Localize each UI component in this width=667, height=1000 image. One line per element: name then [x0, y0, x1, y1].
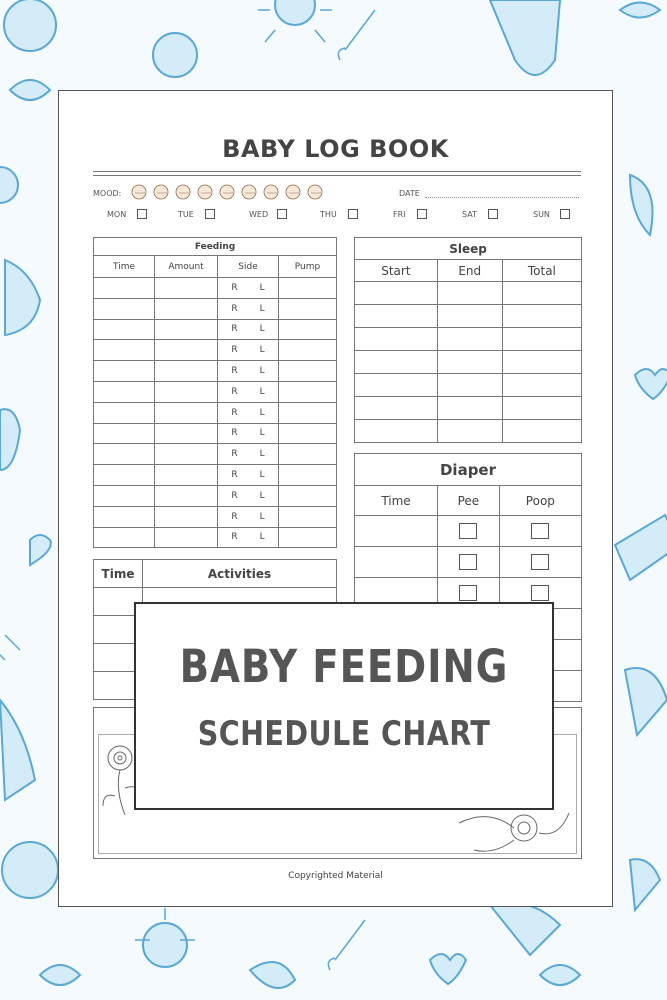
feeding-side-cell[interactable] — [218, 506, 279, 527]
feeding-side-cell[interactable] — [218, 402, 279, 423]
feeding-amount-cell[interactable] — [155, 485, 218, 506]
feeding-time-cell[interactable] — [94, 340, 155, 361]
sleep-total-cell[interactable] — [502, 328, 581, 351]
feeding-amount-cell[interactable] — [155, 402, 218, 423]
feeding-amount-cell[interactable] — [155, 340, 218, 361]
poop-checkbox[interactable] — [531, 585, 549, 601]
feeding-time-cell[interactable] — [94, 361, 155, 382]
feeding-amount-cell[interactable] — [155, 527, 218, 548]
side-right-label[interactable]: R — [231, 386, 238, 397]
sleep-total-cell[interactable] — [502, 351, 581, 374]
feeding-pump-cell[interactable] — [279, 402, 337, 423]
feeding-amount-cell[interactable] — [155, 381, 218, 402]
side-left-label[interactable]: L — [259, 303, 265, 314]
page-title: BABY LOG BOOK — [222, 135, 449, 163]
sleep-row — [355, 282, 582, 305]
day-wed-checkbox[interactable] — [277, 209, 287, 219]
feeding-side-cell[interactable] — [218, 444, 279, 465]
feeding-row — [94, 402, 337, 423]
copyright-text: Copyrighted Material — [288, 871, 383, 881]
side-left-label[interactable]: L — [259, 532, 265, 543]
sleep-col-total: Total — [502, 260, 581, 282]
feeding-pump-cell[interactable] — [279, 298, 337, 319]
feeding-row — [94, 527, 337, 548]
feeding-row — [94, 278, 337, 299]
feeding-side-cell[interactable] — [218, 340, 279, 361]
day-sat-label: SAT — [462, 210, 477, 219]
side-left-label[interactable]: L — [259, 470, 265, 481]
sleep-total-cell[interactable] — [502, 420, 581, 443]
feeding-pump-cell[interactable] — [279, 319, 337, 340]
feeding-side-cell[interactable] — [218, 485, 279, 506]
feeding-time-cell[interactable] — [94, 278, 155, 299]
feeding-amount-cell[interactable] — [155, 444, 218, 465]
mood-faces-icon — [131, 183, 331, 201]
banner-line-1: BABY FEEDING — [179, 640, 509, 693]
banner-line-2: SCHEDULE CHART — [197, 714, 491, 754]
mood-label: MOOD: — [93, 189, 122, 198]
diaper-col-time: Time — [355, 486, 438, 516]
sleep-end-cell[interactable] — [437, 420, 502, 443]
side-left-label[interactable]: L — [259, 407, 265, 418]
side-left-label[interactable]: L — [259, 282, 265, 293]
feeding-row — [94, 444, 337, 465]
feeding-time-cell[interactable] — [94, 423, 155, 444]
side-right-label[interactable]: R — [231, 470, 238, 481]
cover-title-banner — [134, 602, 554, 810]
date-label: DATE — [399, 189, 420, 198]
sleep-start-cell[interactable] — [355, 374, 438, 397]
sleep-start-cell[interactable] — [355, 282, 438, 305]
sleep-start-cell[interactable] — [355, 351, 438, 374]
activities-col-title: Activities — [143, 560, 337, 588]
diaper-pee-cell — [438, 516, 500, 547]
sleep-col-end: End — [437, 260, 502, 282]
day-mon-checkbox[interactable] — [137, 209, 147, 219]
side-right-label[interactable]: R — [231, 407, 238, 418]
sleep-total-cell[interactable] — [502, 305, 581, 328]
feeding-time-cell[interactable] — [94, 298, 155, 319]
diaper-col-pee: Pee — [438, 486, 500, 516]
diaper-time-cell[interactable] — [355, 547, 438, 578]
side-left-label[interactable]: L — [259, 345, 265, 356]
sleep-row — [355, 374, 582, 397]
diaper-pee-cell — [438, 547, 500, 578]
feeding-amount-cell[interactable] — [155, 423, 218, 444]
feeding-pump-cell[interactable] — [279, 423, 337, 444]
feeding-amount-cell[interactable] — [155, 465, 218, 486]
feeding-amount-cell[interactable] — [155, 506, 218, 527]
feeding-time-cell[interactable] — [94, 444, 155, 465]
feeding-side-cell[interactable] — [218, 278, 279, 299]
feeding-time-cell[interactable] — [94, 485, 155, 506]
feeding-pump-cell[interactable] — [279, 444, 337, 465]
feeding-time-cell[interactable] — [94, 381, 155, 402]
sleep-end-cell[interactable] — [437, 351, 502, 374]
side-right-label[interactable]: R — [231, 303, 238, 314]
diaper-poop-cell — [499, 516, 581, 547]
feeding-pump-cell[interactable] — [279, 485, 337, 506]
feeding-side-cell[interactable] — [218, 465, 279, 486]
feeding-pump-cell[interactable] — [279, 527, 337, 548]
title-rule-bottom — [93, 175, 581, 176]
sleep-end-cell[interactable] — [437, 282, 502, 305]
feeding-pump-cell[interactable] — [279, 361, 337, 382]
sleep-end-cell[interactable] — [437, 328, 502, 351]
feeding-amount-cell[interactable] — [155, 278, 218, 299]
day-thu-checkbox[interactable] — [348, 209, 358, 219]
sleep-total-cell[interactable] — [502, 374, 581, 397]
feeding-row — [94, 319, 337, 340]
side-right-label[interactable]: R — [231, 428, 238, 439]
feeding-row — [94, 298, 337, 319]
diaper-col-poop: Poop — [499, 486, 581, 516]
side-left-label[interactable]: L — [259, 324, 265, 335]
diaper-row — [355, 516, 582, 547]
feeding-pump-cell[interactable] — [279, 381, 337, 402]
feeding-time-cell[interactable] — [94, 319, 155, 340]
feeding-side-cell[interactable] — [218, 298, 279, 319]
feeding-row — [94, 465, 337, 486]
activities-col-time: Time — [94, 560, 143, 588]
sleep-title: Sleep — [355, 238, 582, 260]
feeding-row — [94, 381, 337, 402]
feeding-row — [94, 506, 337, 527]
diaper-poop-cell — [499, 547, 581, 578]
feeding-row — [94, 361, 337, 382]
sleep-row — [355, 305, 582, 328]
sleep-table — [354, 237, 582, 443]
side-right-label[interactable]: R — [231, 282, 238, 293]
day-wed-label: WED — [249, 210, 269, 219]
feeding-amount-cell[interactable] — [155, 319, 218, 340]
pee-checkbox[interactable] — [459, 523, 477, 539]
feeding-pump-cell[interactable] — [279, 506, 337, 527]
day-sun-label: SUN — [533, 210, 550, 219]
sleep-row — [355, 420, 582, 443]
pee-checkbox[interactable] — [459, 585, 477, 601]
sleep-total-cell[interactable] — [502, 397, 581, 420]
sleep-col-start: Start — [355, 260, 438, 282]
feeding-side-cell[interactable] — [218, 381, 279, 402]
side-right-label[interactable]: R — [231, 490, 238, 501]
side-left-label[interactable]: L — [259, 386, 265, 397]
feeding-amount-cell[interactable] — [155, 361, 218, 382]
side-left-label[interactable]: L — [259, 490, 265, 501]
feeding-side-cell[interactable] — [218, 423, 279, 444]
diaper-time-cell[interactable] — [355, 516, 438, 547]
side-left-label[interactable]: L — [259, 428, 265, 439]
sleep-total-cell[interactable] — [502, 282, 581, 305]
feeding-time-cell[interactable] — [94, 527, 155, 548]
diaper-row — [355, 547, 582, 578]
sleep-start-cell[interactable] — [355, 420, 438, 443]
feeding-title: Feeding — [94, 238, 337, 256]
feeding-table — [93, 237, 337, 548]
feeding-side-cell[interactable] — [218, 527, 279, 548]
sleep-start-cell[interactable] — [355, 328, 438, 351]
feeding-time-cell[interactable] — [94, 506, 155, 527]
feeding-col-side: Side — [218, 256, 279, 278]
feeding-side-cell[interactable] — [218, 361, 279, 382]
sleep-start-cell[interactable] — [355, 397, 438, 420]
sleep-row — [355, 328, 582, 351]
side-right-label[interactable]: R — [231, 511, 238, 522]
side-right-label[interactable]: R — [231, 366, 238, 377]
feeding-amount-cell[interactable] — [155, 298, 218, 319]
side-right-label[interactable]: R — [231, 345, 238, 356]
side-left-label[interactable]: L — [259, 449, 265, 460]
poop-checkbox[interactable] — [531, 523, 549, 539]
sleep-end-cell[interactable] — [437, 305, 502, 328]
feeding-pump-cell[interactable] — [279, 340, 337, 361]
day-mon-label: MON — [107, 210, 127, 219]
feeding-col-pump: Pump — [279, 256, 337, 278]
sleep-row — [355, 397, 582, 420]
day-sat-checkbox[interactable] — [488, 209, 498, 219]
day-fri-label: FRI — [393, 210, 406, 219]
feeding-pump-cell[interactable] — [279, 278, 337, 299]
title-rule-top — [93, 171, 581, 172]
poop-checkbox[interactable] — [531, 554, 549, 570]
date-field[interactable] — [425, 197, 579, 198]
sleep-start-cell[interactable] — [355, 305, 438, 328]
feeding-side-cell[interactable] — [218, 319, 279, 340]
feeding-time-cell[interactable] — [94, 402, 155, 423]
diaper-title: Diaper — [355, 454, 582, 486]
side-right-label[interactable]: R — [231, 532, 238, 543]
day-fri-checkbox[interactable] — [417, 209, 427, 219]
feeding-col-time: Time — [94, 256, 155, 278]
feeding-row — [94, 423, 337, 444]
side-right-label[interactable]: R — [231, 324, 238, 335]
side-left-label[interactable]: L — [259, 366, 265, 377]
day-tue-label: TUE — [178, 210, 194, 219]
pee-checkbox[interactable] — [459, 554, 477, 570]
day-thu-label: THU — [320, 210, 337, 219]
feeding-row — [94, 485, 337, 506]
feeding-col-amount: Amount — [155, 256, 218, 278]
side-right-label[interactable]: R — [231, 449, 238, 460]
feeding-row — [94, 340, 337, 361]
day-sun-checkbox[interactable] — [560, 209, 570, 219]
sleep-end-cell[interactable] — [437, 397, 502, 420]
feeding-pump-cell[interactable] — [279, 465, 337, 486]
sleep-end-cell[interactable] — [437, 374, 502, 397]
feeding-time-cell[interactable] — [94, 465, 155, 486]
sleep-row — [355, 351, 582, 374]
side-left-label[interactable]: L — [259, 511, 265, 522]
day-tue-checkbox[interactable] — [205, 209, 215, 219]
